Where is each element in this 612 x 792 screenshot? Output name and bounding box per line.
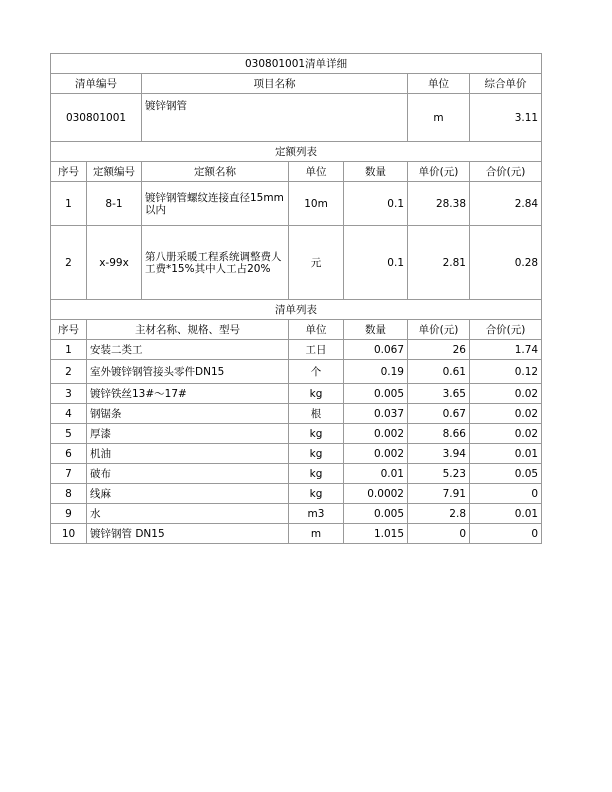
quota-cell-no: 2	[51, 226, 87, 300]
material-cell-total: 0.12	[470, 360, 542, 384]
material-cell-name: 钢锯条	[87, 404, 289, 424]
material-row	[51, 444, 542, 464]
material-cell-unit: 根	[289, 404, 344, 424]
material-cell-qty: 0.01	[344, 464, 408, 484]
header-name: 项目名称	[142, 74, 408, 94]
material-cell-qty: 0.005	[344, 504, 408, 524]
material-cell-name: 镀锌钢管 DN15	[87, 524, 289, 544]
quota-header-code: 定额编号	[87, 162, 142, 182]
quota-cell-qty: 0.1	[344, 226, 408, 300]
material-cell-price: 7.91	[408, 484, 470, 504]
quota-cell-qty: 0.1	[344, 182, 408, 226]
quota-header-name: 定额名称	[142, 162, 289, 182]
summary-name: 镀锌钢管	[142, 94, 408, 142]
material-cell-price: 3.94	[408, 444, 470, 464]
material-cell-price: 0	[408, 524, 470, 544]
material-cell-no: 2	[51, 360, 87, 384]
material-row	[51, 404, 542, 424]
material-cell-no: 1	[51, 340, 87, 360]
material-cell-price: 8.66	[408, 424, 470, 444]
material-cell-price: 0.61	[408, 360, 470, 384]
material-cell-qty: 0.002	[344, 444, 408, 464]
material-cell-no: 7	[51, 464, 87, 484]
material-cell-qty: 0.037	[344, 404, 408, 424]
quota-cell-total: 0.28	[470, 226, 542, 300]
quota-row	[51, 182, 542, 226]
quota-cell-code: x-99x	[87, 226, 142, 300]
material-cell-total: 0	[470, 484, 542, 504]
material-cell-unit: 个	[289, 360, 344, 384]
material-cell-no: 4	[51, 404, 87, 424]
materials-header-price: 单价(元)	[408, 320, 470, 340]
material-cell-total: 0.02	[470, 424, 542, 444]
quota-header-total: 合价(元)	[470, 162, 542, 182]
material-row	[51, 424, 542, 444]
material-row	[51, 360, 542, 384]
material-cell-unit: kg	[289, 464, 344, 484]
material-cell-name: 镀锌铁丝13#～17#	[87, 384, 289, 404]
quota-section-title: 定额列表	[51, 142, 542, 162]
quota-cell-unit: 10m	[289, 182, 344, 226]
summary-unit-price: 3.11	[470, 94, 542, 142]
quota-header-no: 序号	[51, 162, 87, 182]
material-cell-price: 26	[408, 340, 470, 360]
material-cell-unit: kg	[289, 424, 344, 444]
material-cell-name: 线麻	[87, 484, 289, 504]
material-cell-name: 水	[87, 504, 289, 524]
material-cell-no: 3	[51, 384, 87, 404]
material-cell-qty: 0.0002	[344, 484, 408, 504]
materials-header-no: 序号	[51, 320, 87, 340]
materials-header-qty: 数量	[344, 320, 408, 340]
quota-cell-name: 第八册采暖工程系统调整费人工费*15%其中人工占20%	[142, 226, 289, 300]
quota-header-unit: 单位	[289, 162, 344, 182]
summary-unit: m	[408, 94, 470, 142]
material-cell-qty: 0.005	[344, 384, 408, 404]
material-cell-total: 0.02	[470, 384, 542, 404]
quota-row	[51, 226, 542, 300]
material-cell-total: 1.74	[470, 340, 542, 360]
material-row	[51, 340, 542, 360]
material-cell-unit: m3	[289, 504, 344, 524]
material-cell-unit: kg	[289, 444, 344, 464]
material-cell-price: 0.67	[408, 404, 470, 424]
material-cell-no: 9	[51, 504, 87, 524]
material-cell-unit: m	[289, 524, 344, 544]
quota-header-price: 单价(元)	[408, 162, 470, 182]
header-code: 清单编号	[51, 74, 142, 94]
material-cell-total: 0	[470, 524, 542, 544]
quota-cell-total: 2.84	[470, 182, 542, 226]
material-cell-no: 5	[51, 424, 87, 444]
material-cell-name: 破布	[87, 464, 289, 484]
material-cell-name: 安装二类工	[87, 340, 289, 360]
material-cell-name: 机油	[87, 444, 289, 464]
material-cell-price: 3.65	[408, 384, 470, 404]
quota-cell-price: 2.81	[408, 226, 470, 300]
materials-section-title: 清单列表	[51, 300, 542, 320]
material-row	[51, 484, 542, 504]
material-cell-unit: 工日	[289, 340, 344, 360]
material-cell-no: 10	[51, 524, 87, 544]
materials-header-unit: 单位	[289, 320, 344, 340]
material-cell-qty: 0.002	[344, 424, 408, 444]
material-cell-name: 厚漆	[87, 424, 289, 444]
quota-header-qty: 数量	[344, 162, 408, 182]
bill-detail-table	[50, 53, 542, 544]
header-unit: 单位	[408, 74, 470, 94]
material-cell-unit: kg	[289, 384, 344, 404]
quota-cell-price: 28.38	[408, 182, 470, 226]
material-cell-total: 0.02	[470, 404, 542, 424]
materials-header-name: 主材名称、规格、型号	[87, 320, 289, 340]
material-cell-qty: 0.19	[344, 360, 408, 384]
quota-cell-name: 镀锌钢管螺纹连接直径15mm以内	[142, 182, 289, 226]
materials-header-total: 合价(元)	[470, 320, 542, 340]
material-cell-price: 5.23	[408, 464, 470, 484]
material-cell-qty: 0.067	[344, 340, 408, 360]
quota-cell-unit: 元	[289, 226, 344, 300]
material-cell-no: 6	[51, 444, 87, 464]
quota-cell-no: 1	[51, 182, 87, 226]
material-cell-qty: 1.015	[344, 524, 408, 544]
material-cell-total: 0.01	[470, 444, 542, 464]
header-unit-price: 综合单价	[470, 74, 542, 94]
summary-code: 030801001	[51, 94, 142, 142]
material-cell-name: 室外镀锌钢管接头零件DN15	[87, 360, 289, 384]
material-cell-no: 8	[51, 484, 87, 504]
material-row	[51, 464, 542, 484]
table-title: 030801001清单详细	[51, 54, 542, 74]
material-row	[51, 524, 542, 544]
quota-cell-code: 8-1	[87, 182, 142, 226]
material-cell-total: 0.01	[470, 504, 542, 524]
material-cell-price: 2.8	[408, 504, 470, 524]
material-row	[51, 384, 542, 404]
material-row	[51, 504, 542, 524]
material-cell-total: 0.05	[470, 464, 542, 484]
material-cell-unit: kg	[289, 484, 344, 504]
